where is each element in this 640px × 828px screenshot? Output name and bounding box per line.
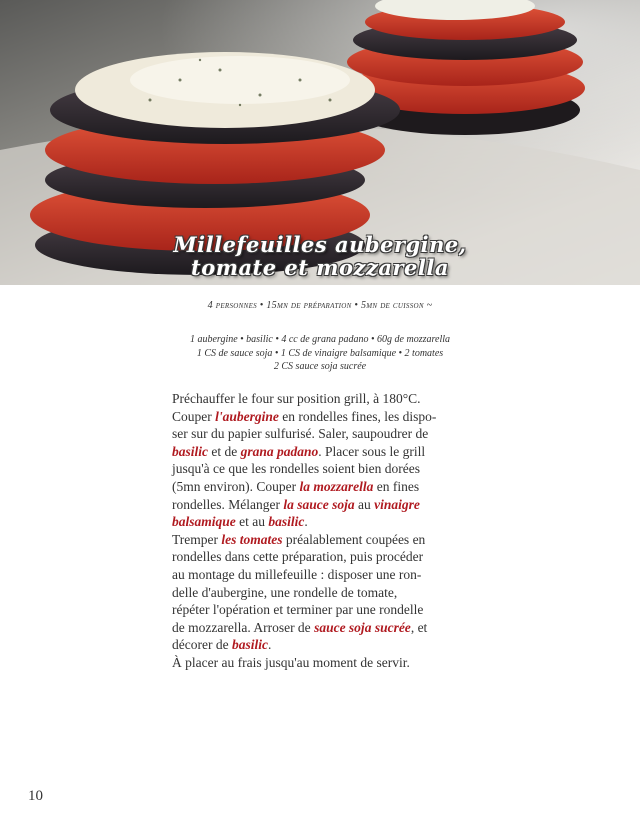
- text: Couper: [172, 408, 216, 424]
- ingredient-highlight: l'aubergine: [215, 408, 279, 424]
- ingredient-highlight: basilic: [268, 514, 305, 530]
- instruction-line: À placer au frais jusqu'au moment de servir.: [172, 654, 410, 670]
- instruction-line: [172, 478, 472, 496]
- ingredient-highlight: la mozzarella: [299, 478, 374, 494]
- ingredient-highlight: basilic: [231, 637, 268, 653]
- ingredients-line-1: 1 aubergine • basilic • 4 cc de grana padano • 60g de mozzarella: [189, 334, 450, 345]
- ingredient-highlight: grana padano: [240, 443, 319, 459]
- text: Tremper: [172, 531, 222, 547]
- text: .: [304, 514, 308, 530]
- text: .: [267, 637, 272, 653]
- instruction-line: delle d'aubergine, une rondelle de tomate,: [172, 584, 398, 600]
- instruction-line: [172, 443, 472, 461]
- recipe-instructions: [172, 390, 472, 672]
- ingredient-highlight: les tomates: [221, 531, 283, 547]
- instruction-line: rondelles dans cette préparation, puis procéder: [172, 549, 424, 565]
- text: rondelles. Mélanger: [172, 496, 284, 512]
- instruction-line: ser sur du papier sulfurisé. Saler, saupoudrer de: [172, 426, 429, 442]
- instruction-line: [172, 408, 472, 426]
- text: préalablement coupées en: [282, 531, 426, 547]
- recipe-photo: [0, 0, 640, 285]
- page-number: 10: [28, 788, 43, 804]
- instruction-line: [172, 531, 472, 549]
- instruction-line: répéter l'opération et terminer par une rondelle: [172, 602, 424, 618]
- instruction-line: jusqu'à ce que les rondelles soient bien dorées: [172, 461, 420, 477]
- instruction-line: [172, 496, 472, 514]
- text: et de: [208, 443, 241, 459]
- ingredients-line-2: 1 CS de sauce soja • 1 CS de vinaigre balsamique • 2 tomates: [196, 347, 444, 359]
- ingredient-highlight: vinaigre: [374, 496, 420, 512]
- text: en rondelles fines, les dispo-: [278, 408, 437, 424]
- recipe-title: [0, 233, 640, 279]
- ingredients-list: [150, 333, 490, 374]
- instruction-line: [172, 619, 472, 637]
- text: (5mn environ). Couper: [172, 478, 300, 494]
- recipe-meta: 4 personnes • 15mn de préparation • 5mn de cuisson ~: [207, 300, 433, 311]
- instruction-line: Préchauffer le four sur position grill, à 180°C.: [172, 391, 421, 406]
- text: et au: [235, 514, 269, 530]
- text: de mozzarella. Arroser de: [172, 619, 315, 635]
- text: . Placer sous le grill: [318, 443, 426, 459]
- instruction-line: au montage du millefeuille : disposer une ron-: [172, 566, 422, 582]
- recipe-title-line-2: tomate et mozzarella: [191, 255, 449, 280]
- recipe-title-line-1: Millefeuilles aubergine,: [173, 232, 467, 257]
- ingredient-highlight: sauce soja sucrée: [314, 619, 411, 635]
- text: décorer de: [172, 637, 232, 653]
- instruction-line: [172, 636, 472, 654]
- text: en fines: [373, 478, 420, 494]
- instruction-line: [172, 513, 472, 531]
- text: , et: [410, 619, 428, 635]
- text: au: [354, 496, 375, 512]
- ingredients-line-3: 2 CS sauce soja sucrée: [273, 361, 367, 372]
- ingredient-highlight: la sauce soja: [283, 496, 355, 512]
- ingredient-highlight: balsamique: [172, 514, 236, 530]
- ingredient-highlight: basilic: [172, 443, 208, 459]
